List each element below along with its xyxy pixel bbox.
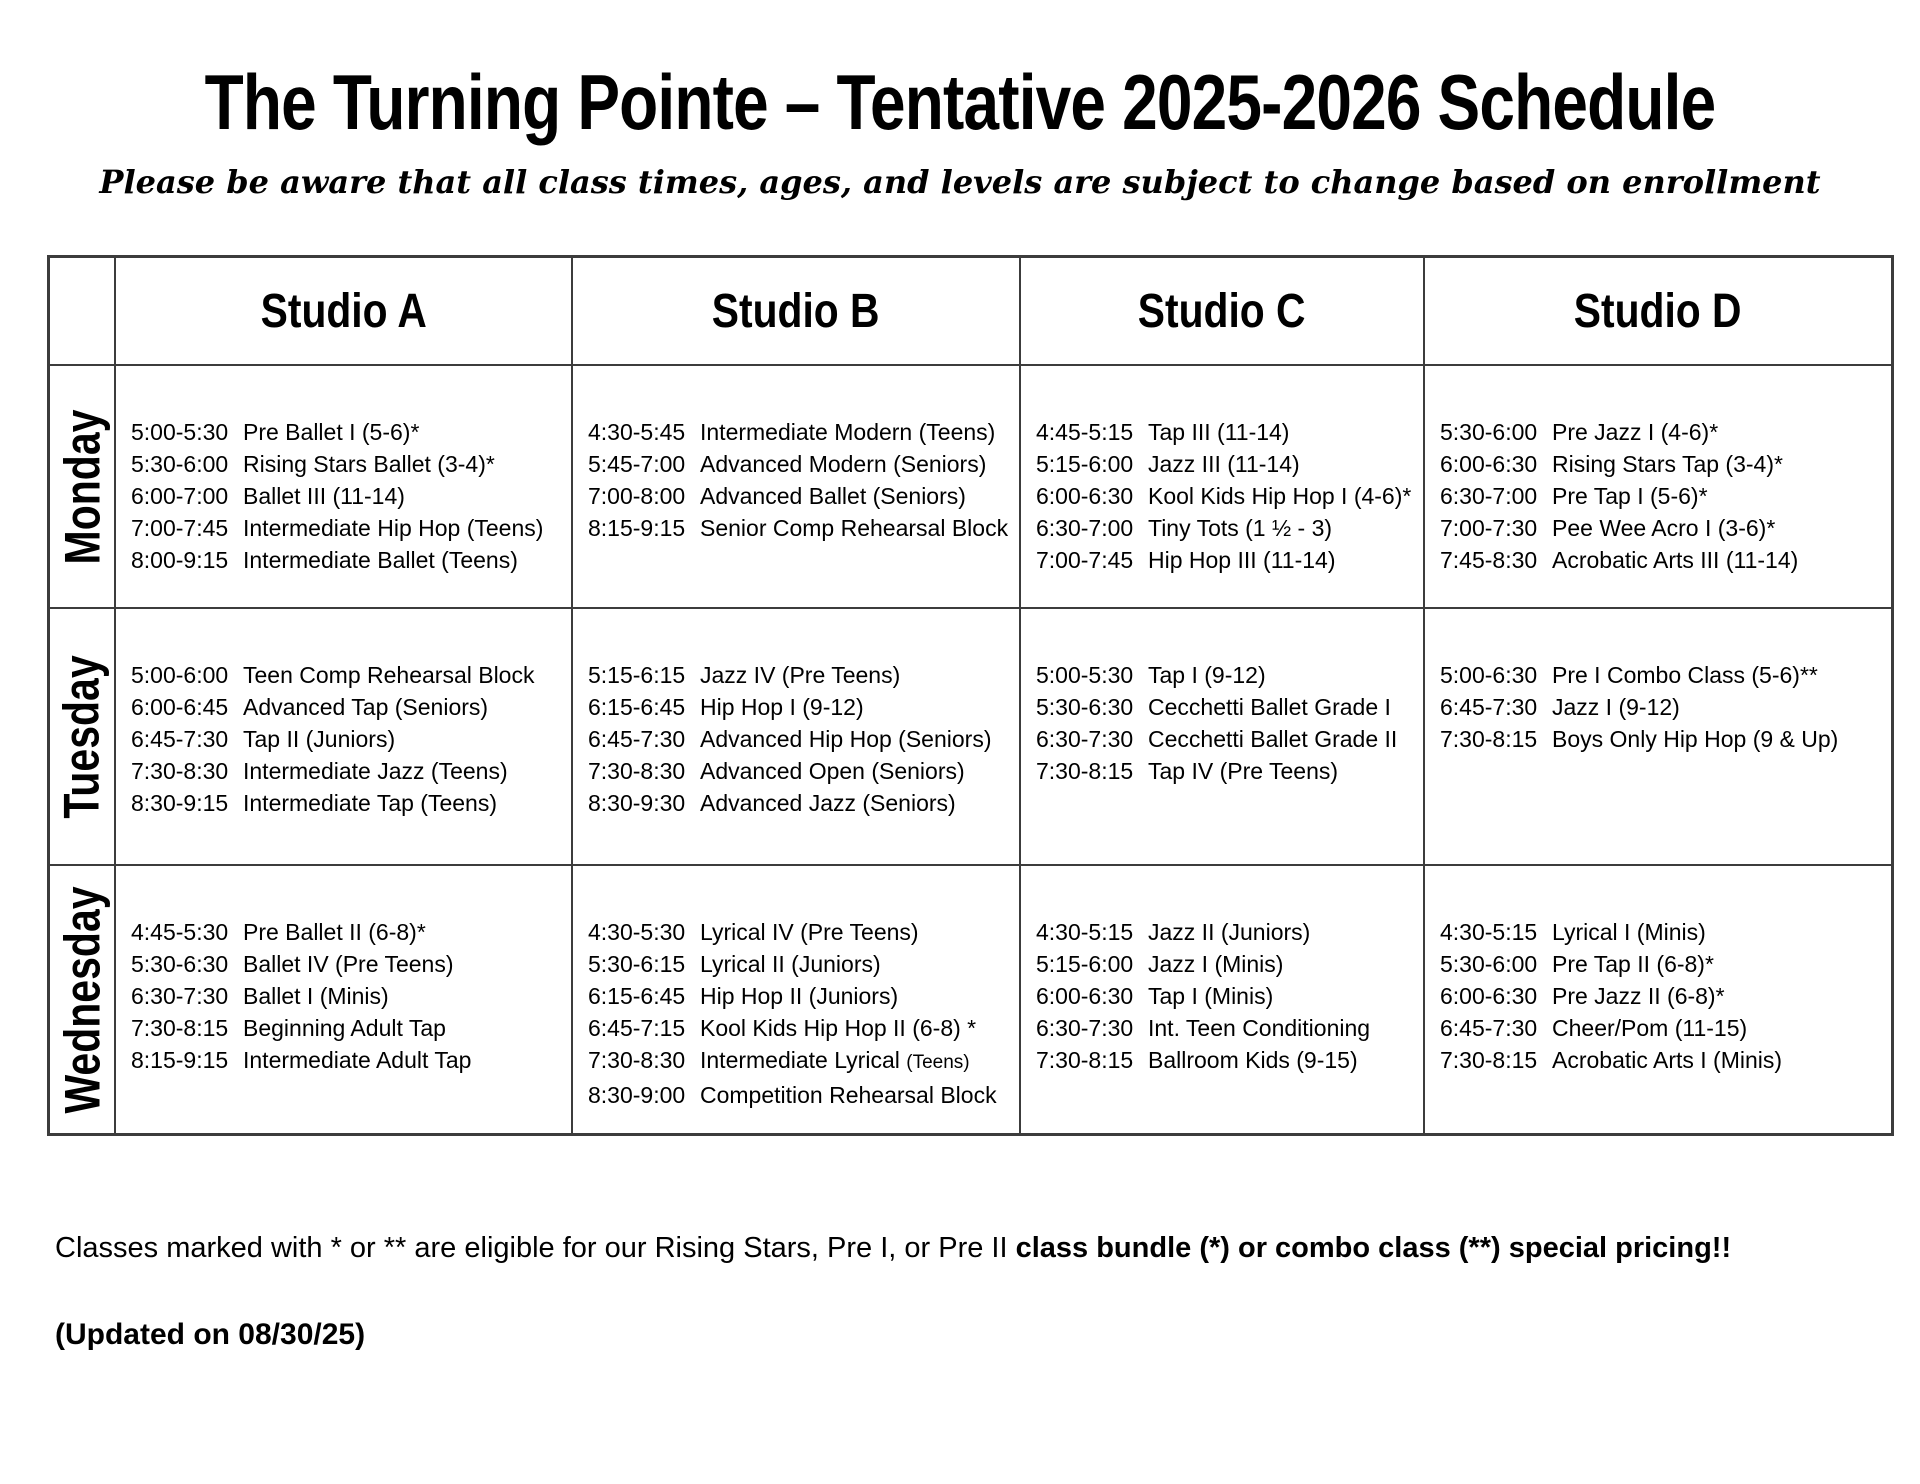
class-name: Acrobatic Arts I (Minis): [1552, 1047, 1783, 1073]
day-label-text: Monday: [54, 409, 110, 564]
class-name: Advanced Ballet (Seniors): [700, 483, 966, 509]
schedule-cell-monday-studio-d: [1425, 366, 1891, 609]
class-time: 7:00-7:45: [1036, 547, 1134, 573]
class-time: 5:30-6:30: [1036, 694, 1134, 720]
class-time: 5:15-6:00: [1036, 451, 1134, 477]
class-name: Pre Tap I (5-6)*: [1552, 483, 1708, 509]
class-name: Intermediate Adult Tap: [243, 1047, 472, 1073]
class-entry: [588, 755, 1015, 787]
class-time: 5:00-6:00: [131, 662, 229, 688]
class-time: 8:30-9:15: [131, 790, 229, 816]
class-name: Lyrical I (Minis): [1552, 919, 1706, 945]
class-name: Ballroom Kids (9-15): [1148, 1047, 1358, 1073]
class-entry: [588, 448, 1015, 480]
class-name: Tap I (Minis): [1148, 983, 1274, 1009]
class-entry: [1036, 948, 1419, 980]
class-time: 4:30-5:15: [1440, 919, 1538, 945]
class-entry: [588, 480, 1015, 512]
class-entry: [1440, 416, 1887, 448]
class-name: Jazz IV (Pre Teens): [700, 662, 901, 688]
class-time: 4:30-5:15: [1036, 919, 1134, 945]
class-time: 7:30-8:15: [1036, 1047, 1134, 1073]
class-entry: [131, 755, 567, 787]
class-name: Cheer/Pom (11-15): [1552, 1015, 1748, 1041]
class-entry: [1036, 755, 1419, 787]
class-time: 8:15-9:15: [131, 1047, 229, 1073]
class-time: 5:00-5:30: [131, 419, 229, 445]
class-time: 6:00-6:45: [131, 694, 229, 720]
studio-header-label: Studio A: [260, 284, 427, 338]
page-subtitle: Please be aware that all class times, ages, and levels are subject to change based on enrollment: [99, 163, 1821, 201]
studio-header-label: Studio D: [1574, 284, 1742, 338]
class-time: 7:00-7:30: [1440, 515, 1538, 541]
class-name: Pre Jazz II (6-8)*: [1552, 983, 1725, 1009]
class-entry: [1440, 980, 1887, 1012]
day-label-tuesday: [50, 609, 116, 866]
class-entry: [1440, 1012, 1887, 1044]
studio-header-d: [1425, 258, 1891, 366]
class-time: 7:30-8:30: [588, 1047, 686, 1073]
class-entry: [588, 1079, 1015, 1111]
class-entry: [588, 980, 1015, 1012]
class-name: Cecchetti Ballet Grade II: [1148, 726, 1398, 752]
class-time: 6:45-7:30: [1440, 694, 1538, 720]
class-entry: [1036, 480, 1419, 512]
class-name: Pre Jazz I (4-6)*: [1552, 419, 1719, 445]
class-name: Teen Comp Rehearsal Block: [243, 662, 535, 688]
class-time: 5:15-6:15: [588, 662, 686, 688]
class-entry: [588, 659, 1015, 691]
class-entry: [131, 512, 567, 544]
schedule-cell-wednesday-studio-a: [116, 866, 573, 1133]
class-time: 4:30-5:45: [588, 419, 686, 445]
class-time: 7:30-8:30: [131, 758, 229, 784]
class-time: 6:30-7:30: [1036, 726, 1134, 752]
class-entry: [1440, 448, 1887, 480]
class-name: Rising Stars Tap (3-4)*: [1552, 451, 1783, 477]
class-time: 6:45-7:30: [1440, 1015, 1538, 1041]
class-entry: [1440, 544, 1887, 576]
schedule-cell-wednesday-studio-b: [573, 866, 1021, 1133]
class-entry: [1440, 480, 1887, 512]
class-name: Cecchetti Ballet Grade I: [1148, 694, 1391, 720]
page-title: The Turning Pointe – Tentative 2025-2026 Schedule: [204, 58, 1716, 146]
class-entry: [588, 1044, 1015, 1079]
class-entry: [1440, 1044, 1887, 1076]
class-name: Pre Ballet II (6-8)*: [243, 919, 426, 945]
class-name: Jazz II (Juniors): [1148, 919, 1311, 945]
class-name: Hip Hop II (Juniors): [700, 983, 899, 1009]
class-time: 4:45-5:30: [131, 919, 229, 945]
studio-header-c: [1021, 258, 1425, 366]
class-entry: [1036, 723, 1419, 755]
class-name: Tap III (11-14): [1148, 419, 1290, 445]
class-entry: [1036, 544, 1419, 576]
class-name: Jazz III (11-14): [1148, 451, 1300, 477]
class-entry: [1036, 1044, 1419, 1076]
schedule-table: [47, 255, 1894, 1136]
class-name: Lyrical IV (Pre Teens): [700, 919, 919, 945]
class-entry: [131, 544, 567, 576]
class-time: 5:30-6:15: [588, 951, 686, 977]
class-time: 8:15-9:15: [588, 515, 686, 541]
header-corner-cell: [50, 258, 116, 366]
schedule-cell-wednesday-studio-d: [1425, 866, 1891, 1133]
class-name: Pre I Combo Class (5-6)**: [1552, 662, 1818, 688]
class-time: 5:00-5:30: [1036, 662, 1134, 688]
class-entry: [1440, 512, 1887, 544]
class-name: Tiny Tots (1 ½ - 3): [1148, 515, 1333, 541]
class-name: Intermediate Hip Hop (Teens): [243, 515, 544, 541]
class-entry: [1036, 980, 1419, 1012]
class-name: Intermediate Lyrical (Teens): [700, 1047, 970, 1073]
class-time: 5:00-6:30: [1440, 662, 1538, 688]
class-time: 7:30-8:30: [588, 758, 686, 784]
class-name: Ballet I (Minis): [243, 983, 389, 1009]
day-label-wednesday: [50, 866, 116, 1133]
class-time: 8:00-9:15: [131, 547, 229, 573]
class-entry: [1036, 416, 1419, 448]
class-name: Senior Comp Rehearsal Block: [700, 515, 1009, 541]
day-label-monday: [50, 366, 116, 609]
class-entry: [1036, 512, 1419, 544]
class-name: Advanced Jazz (Seniors): [700, 790, 956, 816]
class-name: Tap I (9-12): [1148, 662, 1266, 688]
class-time: 6:00-6:30: [1036, 483, 1134, 509]
class-entry: [1036, 448, 1419, 480]
class-time: 6:45-7:30: [588, 726, 686, 752]
class-time: 5:45-7:00: [588, 451, 686, 477]
schedule-cell-tuesday-studio-d: [1425, 609, 1891, 866]
class-time: 8:30-9:30: [588, 790, 686, 816]
class-time: 6:00-6:30: [1440, 983, 1538, 1009]
footer-note-bold-text: class bundle (*) or combo class (**) special pricing!!: [1015, 1232, 1732, 1264]
class-name: Tap IV (Pre Teens): [1148, 758, 1339, 784]
class-name: Beginning Adult Tap: [243, 1015, 446, 1041]
class-entry: [588, 1012, 1015, 1044]
class-time: 6:45-7:15: [588, 1015, 686, 1041]
class-entry: [588, 416, 1015, 448]
class-time: 5:30-6:00: [131, 451, 229, 477]
class-name: Advanced Modern (Seniors): [700, 451, 987, 477]
class-name: Tap II (Juniors): [243, 726, 396, 752]
class-time: 7:30-8:15: [1440, 726, 1538, 752]
class-time: 6:15-6:45: [588, 694, 686, 720]
class-time: 6:00-6:30: [1036, 983, 1134, 1009]
class-name: Advanced Hip Hop (Seniors): [700, 726, 992, 752]
class-time: 7:30-8:15: [1440, 1047, 1538, 1073]
class-entry: [1036, 659, 1419, 691]
class-time: 7:00-7:45: [131, 515, 229, 541]
class-time: 7:45-8:30: [1440, 547, 1538, 573]
class-entry: [588, 916, 1015, 948]
class-time: 6:00-7:00: [131, 483, 229, 509]
class-entry: [131, 448, 567, 480]
class-time: 5:15-6:00: [1036, 951, 1134, 977]
class-entry: [131, 480, 567, 512]
class-time: 5:30-6:30: [131, 951, 229, 977]
class-entry: [588, 787, 1015, 819]
class-name: Kool Kids Hip Hop II (6-8) *: [700, 1015, 977, 1041]
schedule-cell-tuesday-studio-b: [573, 609, 1021, 866]
class-name: Intermediate Modern (Teens): [700, 419, 996, 445]
class-entry: [588, 691, 1015, 723]
class-entry: [131, 980, 567, 1012]
class-name: Competition Rehearsal Block: [700, 1082, 997, 1108]
schedule-cell-monday-studio-c: [1021, 366, 1425, 609]
class-entry: [131, 916, 567, 948]
class-name: Kool Kids Hip Hop I (4-6)*: [1148, 483, 1412, 509]
class-entry: [1440, 723, 1887, 755]
class-time: 6:30-7:00: [1036, 515, 1134, 541]
class-entry: [131, 416, 567, 448]
class-name: Pee Wee Acro I (3-6)*: [1552, 515, 1776, 541]
class-entry: [1036, 1012, 1419, 1044]
class-time: 5:30-6:00: [1440, 419, 1538, 445]
schedule-cell-monday-studio-b: [573, 366, 1021, 609]
class-name: Jazz I (Minis): [1148, 951, 1284, 977]
class-entry: [131, 659, 567, 691]
class-name: Int. Teen Conditioning: [1148, 1015, 1371, 1041]
class-name: Pre Ballet I (5-6)*: [243, 419, 420, 445]
class-entry: [131, 787, 567, 819]
class-entry: [131, 691, 567, 723]
class-name: Intermediate Jazz (Teens): [243, 758, 508, 784]
class-time: 6:30-7:30: [1036, 1015, 1134, 1041]
class-time: 6:30-7:00: [1440, 483, 1538, 509]
studio-header-b: [573, 258, 1021, 366]
class-entry: [1440, 659, 1887, 691]
class-name: Ballet III (11-14): [243, 483, 405, 509]
class-name-small: (Teens): [906, 1052, 970, 1073]
class-time: 4:45-5:15: [1036, 419, 1134, 445]
class-time: 4:30-5:30: [588, 919, 686, 945]
class-name: Boys Only Hip Hop (9 & Up): [1552, 726, 1839, 752]
schedule-cell-tuesday-studio-a: [116, 609, 573, 866]
class-entry: [131, 1044, 567, 1076]
class-entry: [131, 723, 567, 755]
footer-note: [55, 1232, 1731, 1265]
footer-note-text: Classes marked with * or ** are eligible for our Rising Stars, Pre I, or Pre II: [55, 1232, 1016, 1264]
class-time: 6:45-7:30: [131, 726, 229, 752]
class-name: Hip Hop I (9-12): [700, 694, 864, 720]
class-entry: [131, 1012, 567, 1044]
day-label-text: Wednesday: [54, 885, 111, 1114]
class-entry: [1440, 916, 1887, 948]
class-time: 6:00-6:30: [1440, 451, 1538, 477]
class-name: Jazz I (9-12): [1552, 694, 1680, 720]
class-name: Advanced Tap (Seniors): [243, 694, 489, 720]
class-entry: [1440, 691, 1887, 723]
studio-header-a: [116, 258, 573, 366]
class-name: Advanced Open (Seniors): [700, 758, 965, 784]
class-entry: [131, 948, 567, 980]
studio-header-label: Studio C: [1138, 284, 1306, 338]
class-entry: [1036, 691, 1419, 723]
day-label-text: Tuesday: [54, 654, 110, 819]
schedule-cell-tuesday-studio-c: [1021, 609, 1425, 866]
studio-header-label: Studio B: [712, 284, 880, 338]
class-name: Hip Hop III (11-14): [1148, 547, 1336, 573]
class-name: Acrobatic Arts III (11-14): [1552, 547, 1799, 573]
class-entry: [588, 723, 1015, 755]
schedule-cell-monday-studio-a: [116, 366, 573, 609]
class-time: 7:00-8:00: [588, 483, 686, 509]
class-name: Lyrical II (Juniors): [700, 951, 881, 977]
class-time: 6:15-6:45: [588, 983, 686, 1009]
class-name: Rising Stars Ballet (3-4)*: [243, 451, 495, 477]
class-entry: [1440, 948, 1887, 980]
class-time: 7:30-8:15: [1036, 758, 1134, 784]
class-time: 8:30-9:00: [588, 1082, 686, 1108]
class-name: Ballet IV (Pre Teens): [243, 951, 454, 977]
class-name: Pre Tap II (6-8)*: [1552, 951, 1714, 977]
class-time: 6:30-7:30: [131, 983, 229, 1009]
class-entry: [588, 948, 1015, 980]
class-entry: [1036, 916, 1419, 948]
footer-updated-date: (Updated on 08/30/25): [55, 1318, 366, 1351]
class-time: 7:30-8:15: [131, 1015, 229, 1041]
class-name: Intermediate Ballet (Teens): [243, 547, 518, 573]
class-time: 5:30-6:00: [1440, 951, 1538, 977]
schedule-cell-wednesday-studio-c: [1021, 866, 1425, 1133]
class-entry: [588, 512, 1015, 544]
class-name: Intermediate Tap (Teens): [243, 790, 497, 816]
